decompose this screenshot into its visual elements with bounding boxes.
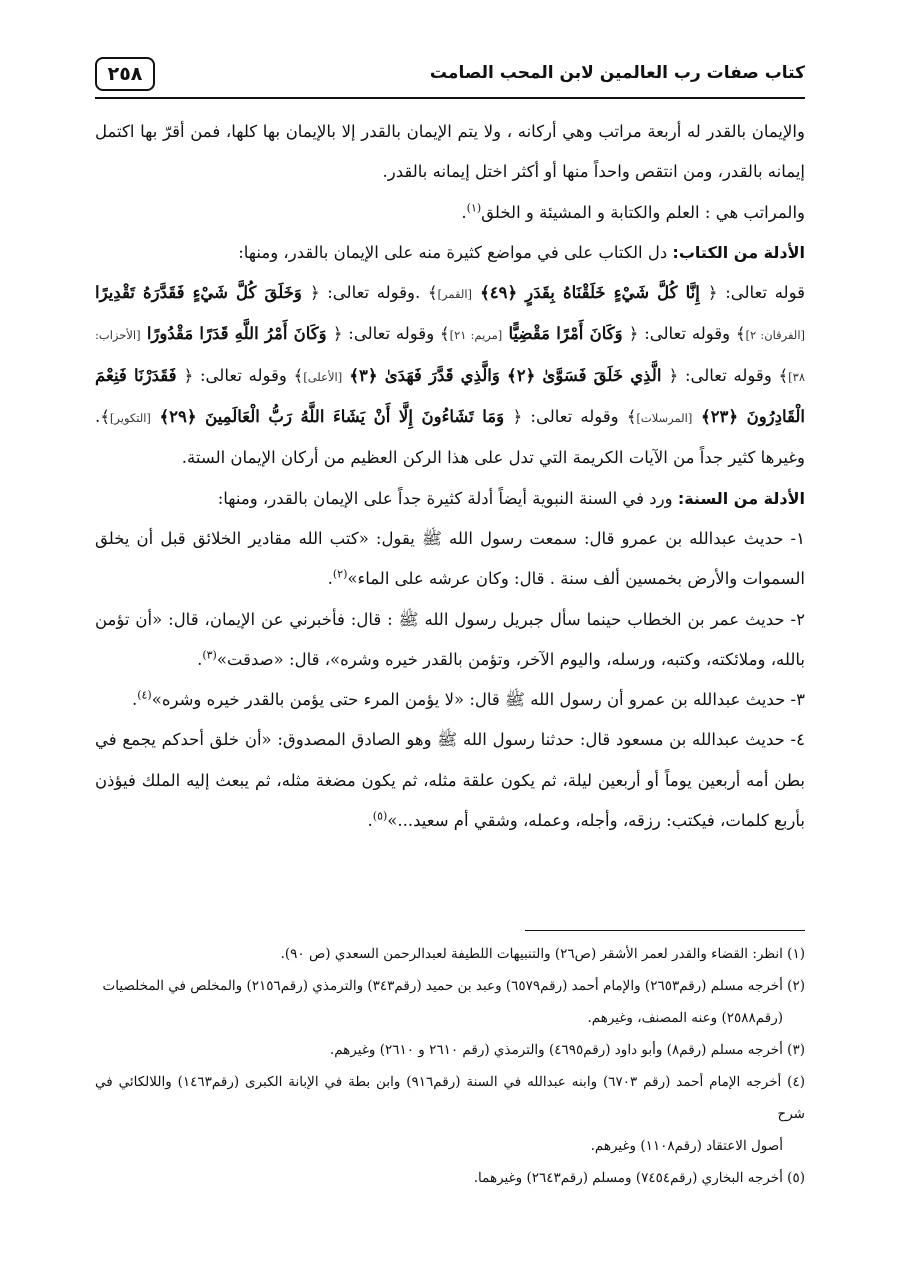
verse-takwir: وَمَا تَشَاءُونَ إِلَّا أَنْ يَشَاءَ اللَّهُ رَبُّ الْعَالَمِينَ ﴿٢٩﴾: [150, 407, 513, 427]
verses-text-d: ﴾ وقوله تعالى: ﴿: [332, 324, 450, 344]
page-header: [95, 55, 805, 99]
footnote-ref-5[interactable]: (٥): [372, 809, 388, 823]
hadith-3-text: ٣- حديث عبدالله بن عمرو أن رسول الله ﷺ قال: «لا يؤمن المرء حتى يؤمن بالقدر خيره وشره»: [151, 690, 805, 710]
verses-text-b: ﴾ .وقوله تعالى: ﴿: [309, 283, 438, 303]
footnote-divider: [525, 930, 805, 931]
footnote-ref-1[interactable]: (١): [466, 201, 482, 215]
verses-text-c: ﴾ وقوله تعالى: ﴿: [628, 324, 746, 344]
hadith-2-end: .: [197, 649, 203, 669]
footnote-2: (٢) أخرجه مسلم (رقم٢٦٥٣) والإمام أحمد (رقم٦٥٧٩) وعبد بن حميد (رقم٣٤٣) والترمذي (رقم٢١٥٦) والمخلص في المخلصيات: [102, 978, 805, 994]
verse-maryam: وَكَانَ أَمْرًا مَقْضِيًّا: [502, 324, 629, 344]
main-text: [95, 112, 805, 841]
hadith-3: [95, 680, 805, 720]
hadith-3-end: .: [131, 690, 138, 710]
paragraph-sunna: [95, 479, 805, 519]
footnote-4-continued: أصول الاعتقاد (رقم١١٠٨) وغيرهم.: [590, 1138, 783, 1154]
hadith-1-end: .: [327, 569, 333, 589]
footnote-ref-2[interactable]: (٢): [332, 567, 348, 581]
book-title: كتاب صفات رب العالمين لابن المحب الصامت: [429, 63, 805, 83]
sunna-heading: الأدلة من السنة:: [677, 488, 805, 508]
footnote-ref-4[interactable]: (٤): [137, 688, 152, 702]
verses-text-h: ﴾. وغيرها كثير جداً من الآيات الكريمة التي تدل على هذا الركن العظيم من أركان الإيمان الستة.: [95, 407, 805, 468]
paragraph-intro: [95, 112, 805, 193]
verse-source-mursalat: [المرسلات]: [636, 411, 693, 426]
kitab-text: دل الكتاب على في مواضع كثيرة منه على الإيمان بالقدر، ومنها:: [238, 242, 673, 262]
verse-source-ala: [الأعلى]: [303, 369, 343, 384]
intro-text: والإيمان بالقدر له أربعة مراتب وهي أركانه ، ولا يتم الإيمان بالقدر إلا بالإيمان بها كلها، فمن أقرّ بها اكتمل إيمانه بالقدر، ومن انتقص واحداً منها أو أكثر اختل إيمانه بالقدر.: [95, 122, 805, 182]
verse-source-qamar: [القمر]: [437, 287, 473, 302]
hadith-4-text: ٤- حديث عبدالله بن مسعود قال: حدثنا رسول الله ﷺ وهو الصادق المصدوق: «أن خلق أحدكم يجمع في بطن أمه أربعين يوماً أو أربعين ليلة، ثم يكون علقة مثله، ثم يكون مضغة مثله، ثم يبعث إليه الملك فيؤذن بأربع كلمات، فيكتب: رزقه، وأجله، وعمله، وشقي أم سعيد...»: [95, 730, 805, 831]
verse-furqan: وَخَلَقَ كُلَّ شَيْءٍ فَقَدَّرَهُ تَقْدِيرًا: [95, 283, 310, 303]
page-number: ٢٥٨: [95, 57, 155, 91]
ranks-text: والمراتب هي : العلم والكتابة و المشيئة و الخلق: [481, 202, 805, 222]
verse-source-takwir: [التكوير]: [109, 411, 151, 426]
verses-text-e: ﴾ وقوله تعالى: ﴿: [668, 365, 789, 385]
verses-text-a: قوله تعالى: ﴿: [707, 283, 805, 303]
hadith-4: [95, 720, 805, 841]
paragraph-verses: [95, 273, 805, 478]
verses-text-f: ﴾ وقوله تعالى: ﴿: [183, 365, 304, 385]
hadith-4-end: .: [367, 811, 373, 831]
footnote-1: (١) انظر: القضاء والقدر لعمر الأشقر (ص٢٦) والتنبيهات اللطيفة لعبدالرحمن السعدي (ص ٩٠).: [280, 946, 805, 962]
footnotes: [95, 938, 805, 1194]
paragraph-kitab: [95, 233, 805, 273]
verse-ala: الَّذِي خَلَقَ فَسَوَّىٰ ﴿٢﴾ وَالَّذِي قَدَّرَ فَهَدَىٰ ﴿٣﴾: [342, 365, 669, 385]
paragraph-ranks: [95, 193, 805, 233]
verse-mursalat: فَقَدَرْنَا فَنِعْمَ الْقَادِرُونَ ﴿٢٣﴾: [95, 365, 805, 427]
hadith-2: [95, 600, 805, 681]
verse-source-ahzab: [الأحزاب: ٣٨]: [95, 328, 805, 384]
footnote-4: (٤) أخرجه الإمام أحمد (رقم ٦٧٠٣) وابنه عبدالله في السنة (رقم٩١٦) وابن بطة في الإبانة الكبرى (رقم١٤٦٣) واللالكائي في شرح: [95, 1074, 806, 1122]
hadith-2-text: ٢- حديث عمر بن الخطاب حينما سأل جبريل رسول الله ﷺ : قال: فأخبرني عن الإيمان، قال: «أن تؤمن بالله، وملائكته، وكتبه، ورسله، واليوم الآخر، وتؤمن بالقدر خيره وشره»، قال: «صدقت»: [95, 609, 805, 669]
hadith-1-text: ١- حديث عبدالله بن عمرو قال: سمعت رسول الله ﷺ يقول: «كتب الله مقادير الخلائق قبل أن يخلق السموات والأرض بخمسين ألف سنة . قال: وكان عرشه على الماء»: [95, 528, 805, 589]
verse-qamar: إِنَّا كُلَّ شَيْءٍ خَلَقْنَاهُ بِقَدَرٍ ﴿٤٩﴾: [472, 283, 708, 303]
footnote-ref-3[interactable]: (٣): [202, 648, 217, 662]
verse-ahzab: وَكَانَ أَمْرُ اللَّهِ قَدَرًا مَقْدُورًا: [140, 324, 333, 344]
ranks-end: .: [461, 202, 467, 222]
footnote-5: (٥) أخرجه البخاري (رقم٧٤٥٤) ومسلم (رقم٢٦٤٣) وغيرهما.: [473, 1170, 805, 1186]
hadith-1: [95, 519, 805, 600]
kitab-heading: الأدلة من الكتاب:: [672, 242, 805, 262]
verse-source-maryam: [مريم: ٢١]: [449, 328, 503, 343]
footnote-2-continued: (رقم٢٥٨٨) وعنه المصنف، وغيرهم.: [587, 1010, 783, 1026]
sunna-text: ورد في السنة النبوية أيضاً أدلة كثيرة جداً على الإيمان بالقدر، ومنها:: [217, 488, 678, 508]
verse-source-furqan: [الفرقان: ٢]: [745, 328, 805, 343]
verses-text-g: ﴾ وقوله تعالى: ﴿: [512, 407, 637, 427]
footnote-3: (٣) أخرجه مسلم (رقم٨) وأبو داود (رقم٤٦٩٥) والترمذي (رقم ٢٦١٠ و ٢٦١٠) وغيرهم.: [329, 1042, 805, 1058]
